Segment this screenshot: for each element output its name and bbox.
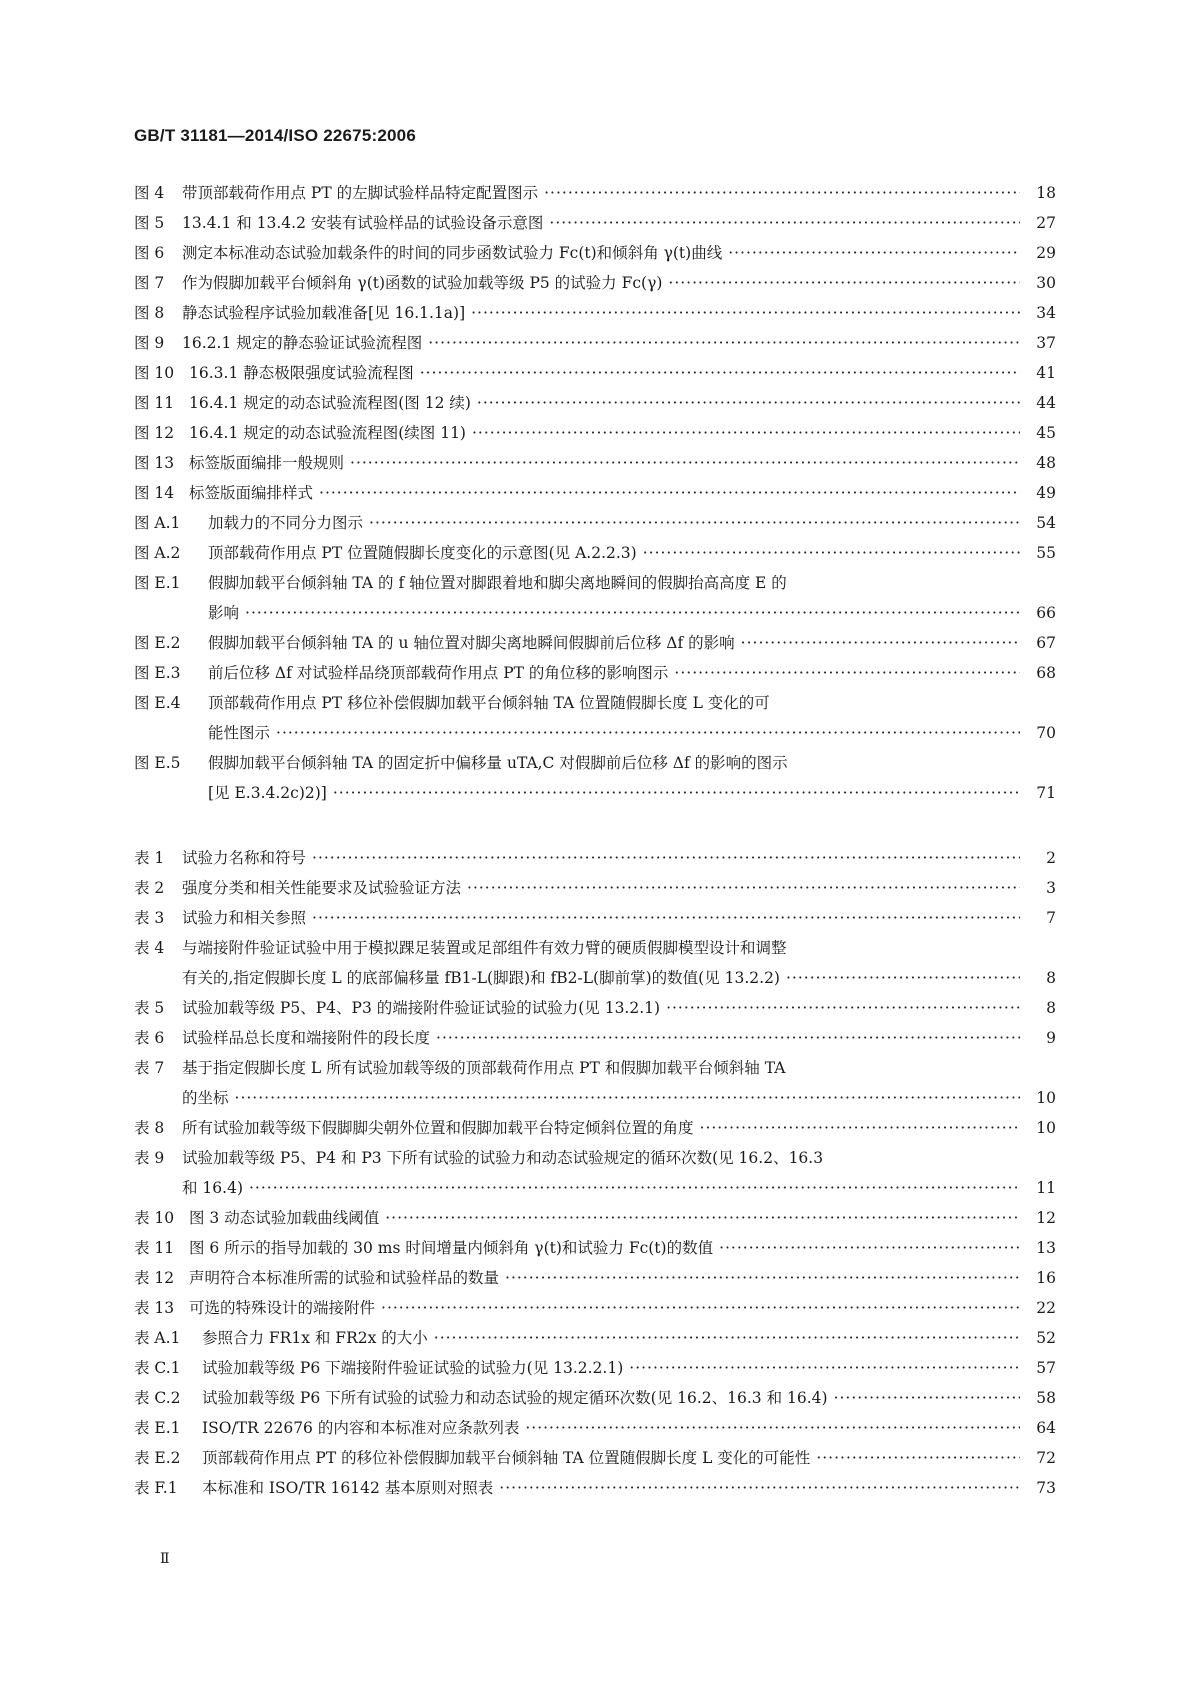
entry-page: 16: [1036, 1269, 1056, 1287]
entry-number: 图 E.1: [134, 574, 181, 592]
entry-number: 表 6: [134, 1029, 165, 1047]
toc-entry[interactable]: [134, 993, 1056, 1023]
entry-title: 本标准和 ISO/TR 16142 基本原则对照表: [202, 1479, 494, 1497]
toc-entry[interactable]: [134, 178, 1056, 208]
entry-page: 64: [1036, 1419, 1056, 1437]
entry-title: 16.2.1 规定的静态验证试验流程图: [182, 334, 423, 352]
entry-number: 表 E.2: [134, 1449, 181, 1467]
entry-page: 72: [1036, 1449, 1056, 1467]
dot-leader: [428, 328, 1020, 358]
entry-title: 试验加载等级 P5、P4、P3 的端接附件验证试验的试验力(见 13.2.1): [182, 999, 661, 1017]
entry-title: 的坐标: [182, 1089, 229, 1107]
toc-entry[interactable]: [134, 933, 1056, 993]
entry-number: 图 10: [134, 364, 175, 382]
entry-page: 49: [1036, 484, 1056, 502]
entry-title: [见 E.3.4.2c)2)]: [208, 784, 327, 802]
page-number: Ⅱ: [160, 1551, 170, 1567]
dot-leader: [276, 718, 1020, 748]
entry-number: 图 14: [134, 484, 175, 502]
entry-title: 假脚加载平台倾斜轴 TA 的固定折中偏移量 uTA,C 对假脚前后位移 Δf 的影响的图示: [208, 754, 788, 772]
entry-page: 22: [1036, 1299, 1056, 1317]
entry-number: 表 13: [134, 1299, 175, 1317]
entry-page: 30: [1036, 274, 1056, 292]
dot-leader: [816, 1443, 1020, 1473]
toc-entry[interactable]: [134, 388, 1056, 418]
entry-number: 表 1: [134, 849, 165, 867]
entry-title: 假脚加载平台倾斜轴 TA 的 f 轴位置对脚跟着地和脚尖离地瞬间的假脚抬高高度 E 的: [208, 574, 787, 592]
dot-leader: [700, 1113, 1020, 1143]
dot-leader: [629, 1353, 1020, 1383]
entry-number: 图 A.1: [134, 514, 181, 532]
entry-title: 试验加载等级 P5、P4 和 P3 下所有试验的试验力和动态试验规定的循环次数(见 16.2、16.3: [182, 1149, 824, 1167]
entry-number: 图 E.5: [134, 754, 181, 772]
entry-page: 9: [1046, 1029, 1056, 1047]
entry-number: 表 5: [134, 999, 165, 1017]
toc-entry[interactable]: [134, 358, 1056, 388]
entry-title: 试验力名称和符号: [182, 849, 307, 867]
entry-number: 表 C.2: [134, 1389, 181, 1407]
entry-page: 3: [1046, 879, 1056, 897]
dot-leader: [471, 298, 1020, 328]
entry-page: 41: [1036, 364, 1056, 382]
entry-title: 顶部载荷作用点 PT 位置随假脚长度变化的示意图(见 A.2.2.3): [208, 544, 637, 562]
entry-title: 强度分类和相关性能要求及试验验证方法: [182, 879, 462, 897]
entry-page: 54: [1036, 514, 1056, 532]
toc-entry[interactable]: [134, 1233, 1056, 1263]
toc-entry[interactable]: [134, 1023, 1056, 1053]
entry-number: 表 8: [134, 1119, 165, 1137]
toc-entry[interactable]: [134, 448, 1056, 478]
toc-entry[interactable]: [134, 628, 1056, 658]
entry-page: 73: [1036, 1479, 1056, 1497]
entry-title: 测定本标准动态试验加载条件的时间的同步函数试验力 Fc(t)和倾斜角 γ(t)曲线: [182, 244, 723, 262]
entry-title: 16.4.1 规定的动态试验流程图(续图 11): [189, 424, 466, 442]
dot-leader: [249, 1173, 1020, 1203]
entry-page: 48: [1036, 454, 1056, 472]
table-list: [134, 843, 1056, 1503]
entry-page: 68: [1036, 664, 1056, 682]
entry-number: 表 9: [134, 1149, 165, 1167]
dot-leader: [472, 418, 1020, 448]
entry-page: 12: [1036, 1209, 1056, 1227]
entry-title: 试验加载等级 P6 下端接附件验证试验的试验力(见 13.2.2.1): [202, 1359, 624, 1377]
toc-entry[interactable]: [134, 508, 1056, 538]
toc-entry[interactable]: [134, 1443, 1056, 1473]
entry-number: 图 11: [134, 394, 175, 412]
entry-title: 所有试验加载等级下假脚脚尖朝外位置和假脚加载平台特定倾斜位置的角度: [182, 1119, 694, 1137]
entry-number: 图 4: [134, 184, 165, 202]
dot-leader: [312, 843, 1020, 873]
entry-page: 8: [1046, 999, 1056, 1017]
toc-entry[interactable]: [134, 268, 1056, 298]
entry-page: 70: [1036, 724, 1056, 742]
entry-title: 假脚加载平台倾斜轴 TA 的 u 轴位置对脚尖离地瞬间假脚前后位移 Δf 的影响: [208, 634, 735, 652]
toc-entry[interactable]: [134, 903, 1056, 933]
toc-entry[interactable]: [134, 1293, 1056, 1323]
toc-entry[interactable]: [134, 658, 1056, 688]
toc-entry[interactable]: [134, 1413, 1056, 1443]
entry-page: 52: [1036, 1329, 1056, 1347]
entry-title: 加载力的不同分力图示: [208, 514, 364, 532]
toc-entry[interactable]: [134, 418, 1056, 448]
entry-number: 表 7: [134, 1059, 165, 1077]
entry-number: 图 6: [134, 244, 165, 262]
entry-number: 图 E.3: [134, 664, 181, 682]
entry-page: 10: [1036, 1119, 1056, 1137]
entry-title: ISO/TR 22676 的内容和本标准对应条款列表: [202, 1419, 520, 1437]
dot-leader: [420, 358, 1020, 388]
toc-entry[interactable]: [134, 328, 1056, 358]
toc-entry[interactable]: [134, 1383, 1056, 1413]
entry-title: 影响: [208, 604, 240, 622]
dot-leader: [369, 508, 1020, 538]
entry-page: 67: [1036, 634, 1056, 652]
dot-leader: [350, 448, 1020, 478]
dot-leader: [312, 903, 1020, 933]
toc-entry[interactable]: [134, 688, 1056, 748]
toc-entry[interactable]: [134, 208, 1056, 238]
entry-page: 37: [1036, 334, 1056, 352]
entry-number: 表 4: [134, 939, 165, 957]
entry-number: 图 A.2: [134, 544, 181, 562]
dot-leader: [643, 538, 1020, 568]
entry-page: 8: [1046, 969, 1056, 987]
dot-leader: [505, 1263, 1020, 1293]
toc-entry[interactable]: [134, 1203, 1056, 1233]
dot-leader: [549, 208, 1020, 238]
figure-list: [134, 178, 1056, 808]
entry-title: 试验样品总长度和端接附件的段长度: [182, 1029, 431, 1047]
entry-title: 标签版面编排一般规则: [189, 454, 345, 472]
entry-number: 表 A.1: [134, 1329, 181, 1347]
entry-number: 图 9: [134, 334, 165, 352]
entry-page: 11: [1036, 1179, 1056, 1197]
toc-entry[interactable]: [134, 843, 1056, 873]
dot-leader: [436, 1023, 1020, 1053]
entry-title: 声明符合本标准所需的试验和试验样品的数量: [189, 1269, 500, 1287]
dot-leader: [786, 963, 1020, 993]
entry-page: 10: [1036, 1089, 1056, 1107]
entry-title: 带顶部载荷作用点 PT 的左脚试验样品特定配置图示: [182, 184, 539, 202]
entry-title: 16.4.1 规定的动态试验流程图(图 12 续): [189, 394, 471, 412]
toc-entry[interactable]: [134, 1263, 1056, 1293]
entry-page: 29: [1036, 244, 1056, 262]
entry-number: 表 3: [134, 909, 165, 927]
entry-number: 表 F.1: [134, 1479, 178, 1497]
document-header: GB/T 31181—2014/ISO 22675:2006: [134, 126, 416, 145]
entry-title: 基于指定假脚长度 L 所有试验加载等级的顶部载荷作用点 PT 和假脚加载平台倾斜轴 TA: [182, 1059, 786, 1077]
entry-page: 18: [1036, 184, 1056, 202]
dot-leader: [668, 268, 1020, 298]
entry-title: 试验加载等级 P6 下所有试验的试验力和动态试验的规定循环次数(见 16.2、16.3 和 16.4): [202, 1389, 828, 1407]
entry-title: 参照合力 FR1x 和 FR2x 的大小: [202, 1329, 428, 1347]
entry-number: 表 E.1: [134, 1419, 181, 1437]
dot-leader: [525, 1413, 1020, 1443]
entry-page: 71: [1036, 784, 1056, 802]
dot-leader: [719, 1233, 1020, 1263]
entry-number: 图 13: [134, 454, 175, 472]
dot-leader: [333, 778, 1020, 808]
entry-number: 图 E.4: [134, 694, 181, 712]
entry-title: 前后位移 Δf 对试验样品绕顶部载荷作用点 PT 的角位移的影响图示: [208, 664, 669, 682]
entry-title: 有关的,指定假脚长度 L 的底部偏移量 fB1-L(脚跟)和 fB2-L(脚前掌)的数值(见 13.2.2): [182, 969, 780, 987]
entry-title: 图 6 所示的指导加载的 30 ms 时间增量内倾斜角 γ(t)和试验力 Fc(t)的数值: [189, 1239, 714, 1257]
toc-entry[interactable]: [134, 238, 1056, 268]
entry-title: 16.3.1 静态极限强度试验流程图: [189, 364, 414, 382]
dot-leader: [245, 598, 1020, 628]
dot-leader: [467, 873, 1020, 903]
entry-number: 表 10: [134, 1209, 175, 1227]
dot-leader: [499, 1473, 1020, 1503]
entry-page: 55: [1036, 544, 1056, 562]
entry-page: 45: [1036, 424, 1056, 442]
dot-leader: [544, 178, 1020, 208]
entry-number: 表 11: [134, 1239, 175, 1257]
dot-leader: [319, 478, 1020, 508]
entry-title: 和 16.4): [182, 1179, 243, 1197]
entry-title: 与端接附件验证试验中用于模拟踝足装置或足部组件有效力臂的硬质假脚模型设计和调整: [182, 939, 787, 957]
entry-number: 图 5: [134, 214, 165, 232]
dot-leader: [381, 1293, 1020, 1323]
entry-title: 顶部载荷作用点 PT 移位补偿假脚加载平台倾斜轴 TA 位置随假脚长度 L 变化的可: [208, 694, 770, 712]
entry-page: 2: [1046, 849, 1056, 867]
toc-entry[interactable]: [134, 1353, 1056, 1383]
entry-title: 13.4.1 和 13.4.2 安装有试验样品的试验设备示意图: [182, 214, 544, 232]
toc-entry[interactable]: [134, 873, 1056, 903]
dot-leader: [674, 658, 1020, 688]
entry-title: 作为假脚加载平台倾斜角 γ(t)函数的试验加载等级 P5 的试验力 Fc(γ): [182, 274, 663, 292]
entry-number: 图 8: [134, 304, 165, 322]
entry-title: 可选的特殊设计的端接附件: [189, 1299, 376, 1317]
toc-entry[interactable]: [134, 298, 1056, 328]
entry-number: 表 12: [134, 1269, 175, 1287]
entry-title: 顶部载荷作用点 PT 的移位补偿假脚加载平台倾斜轴 TA 位置随假脚长度 L 变化的可能性: [202, 1449, 811, 1467]
entry-page: 66: [1036, 604, 1056, 622]
entry-page: 7: [1046, 909, 1056, 927]
entry-title: 标签版面编排样式: [189, 484, 314, 502]
entry-page: 34: [1036, 304, 1056, 322]
dot-leader: [741, 628, 1020, 658]
entry-number: 表 2: [134, 879, 165, 897]
toc-entry[interactable]: [134, 1113, 1056, 1143]
entry-page: 27: [1036, 214, 1056, 232]
entry-page: 57: [1036, 1359, 1056, 1377]
entry-title: 图 3 动态试验加载曲线阈值: [189, 1209, 380, 1227]
dot-leader: [385, 1203, 1020, 1233]
entry-number: 表 C.1: [134, 1359, 181, 1377]
toc-entry[interactable]: [134, 1323, 1056, 1353]
toc-entry[interactable]: [134, 538, 1056, 568]
entry-number: 图 12: [134, 424, 175, 442]
entry-title: 试验力和相关参照: [182, 909, 307, 927]
dot-leader: [477, 388, 1020, 418]
toc-entry[interactable]: [134, 478, 1056, 508]
toc-entry[interactable]: [134, 568, 1056, 628]
entry-title: 能性图示: [208, 724, 271, 742]
entry-page: 58: [1036, 1389, 1056, 1407]
toc-entry[interactable]: [134, 1143, 1056, 1203]
toc-entry[interactable]: [134, 748, 1056, 808]
dot-leader: [834, 1383, 1020, 1413]
dot-leader: [728, 238, 1020, 268]
entry-title: 静态试验程序试验加载准备[见 16.1.1a)]: [182, 304, 466, 322]
dot-leader: [666, 993, 1020, 1023]
entry-number: 图 E.2: [134, 634, 181, 652]
dot-leader: [434, 1323, 1020, 1353]
entry-number: 图 7: [134, 274, 165, 292]
entry-page: 13: [1036, 1239, 1056, 1257]
entry-page: 44: [1036, 394, 1056, 412]
toc-entry[interactable]: [134, 1473, 1056, 1503]
toc-entry[interactable]: [134, 1053, 1056, 1113]
dot-leader: [235, 1083, 1020, 1113]
